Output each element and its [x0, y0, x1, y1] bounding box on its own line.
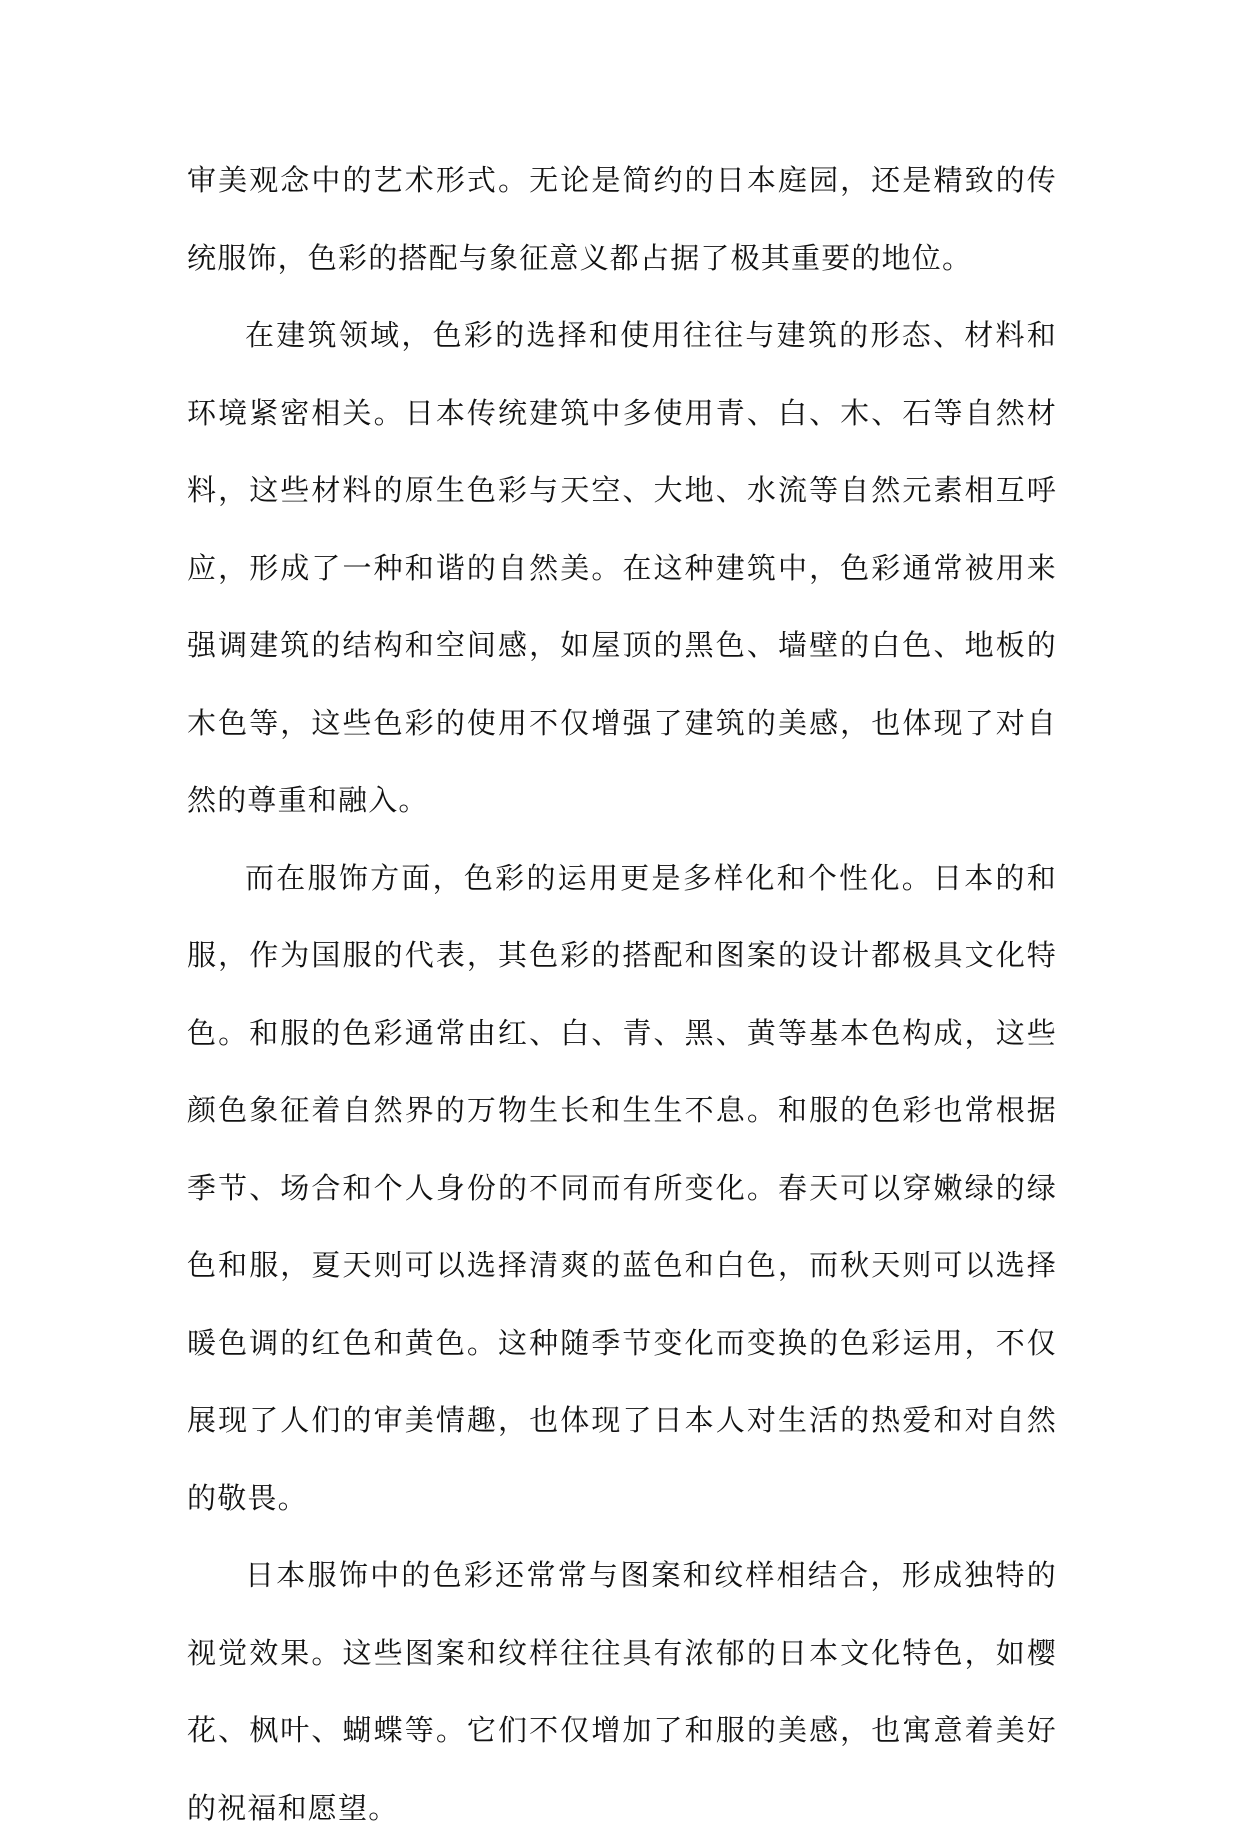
paragraph-patterns: 日本服饰中的色彩还常常与图案和纹样相结合，形成独特的视觉效果。这些图案和纹样往往具有浓郁的日本文化特色，如樱花、枫叶、蝴蝶等。它们不仅增加了和服的美感，也寓意着美好的祝福和愿望。: [187, 1558, 1057, 1825]
paragraph-clothing: 而在服饰方面，色彩的运用更是多样化和个性化。日本的和服，作为国服的代表，其色彩的搭配和图案的设计都极具文化特色。和服的色彩通常由红、白、青、黑、黄等基本色构成，这些颜色象征着自然界的万物生长和生生不息。和服的色彩也常根据季节、场合和个人身份的不同而有所变化。春天可以穿嫩绿的绿色和服，夏天则可以选择清爽的蓝色和白色，而秋天则可以选择暖色调的红色和黄色。这种随季节变化而变换的色彩运用，不仅展现了人们的审美情趣，也体现了日本人对生活的热爱和对自然的敬畏。: [187, 860, 1057, 1515]
body-text: [187, 142, 1057, 1847]
paragraph-continued-intro: 审美观念中的艺术形式。无论是简约的日本庭园，还是精致的传统服饰，色彩的搭配与象征意义都占据了极其重要的地位。: [187, 163, 1057, 275]
paragraph-architecture: 在建筑领域，色彩的选择和使用往往与建筑的形态、材料和环境紧密相关。日本传统建筑中多使用青、白、木、石等自然材料，这些材料的原生色彩与天空、大地、水流等自然元素相互呼应，形成了一种和谐的自然美。在这种建筑中，色彩通常被用来强调建筑的结构和空间感，如屋顶的黑色、墙壁的白色、地板的木色等，这些色彩的使用不仅增强了建筑的美感，也体现了对自然的尊重和融入。: [187, 318, 1057, 817]
